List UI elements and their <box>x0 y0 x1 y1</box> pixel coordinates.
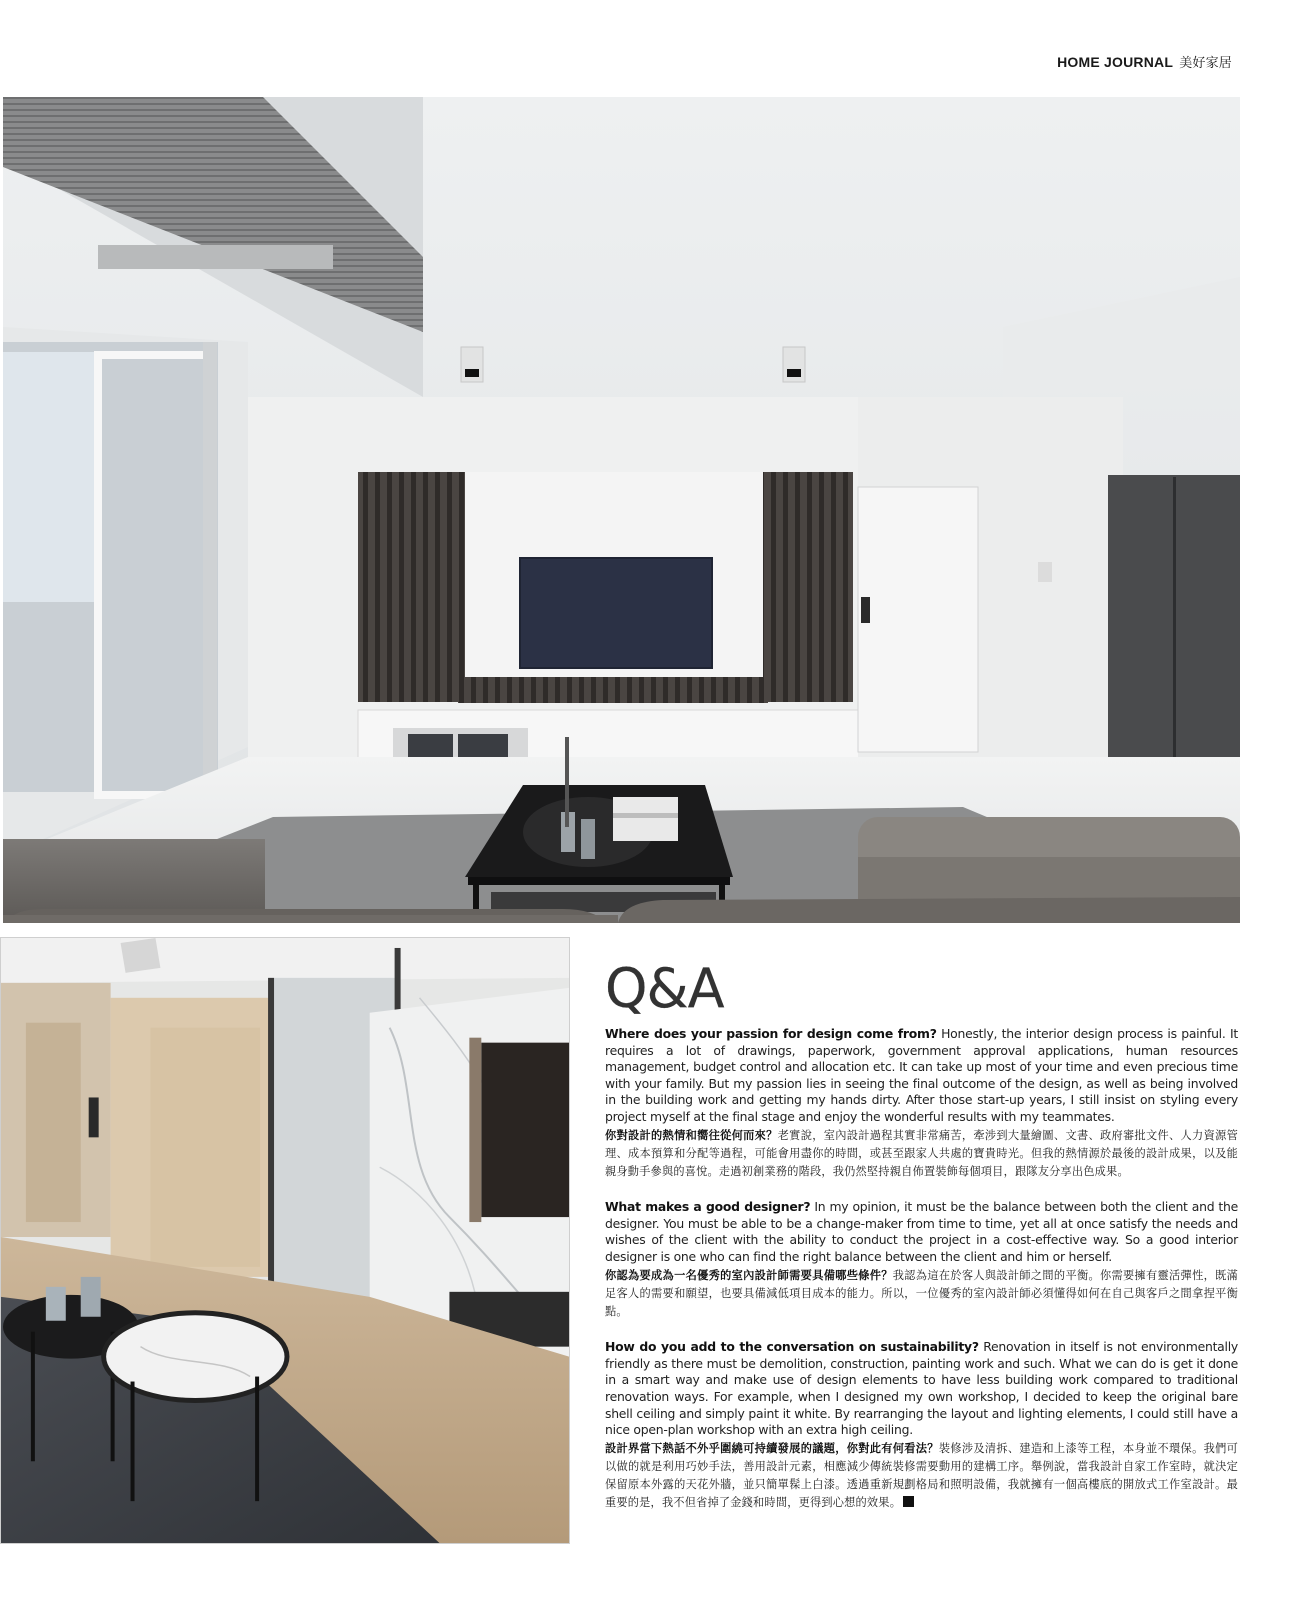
answer-en: Renovation in itself is not environmentally friendly as there must be demolition, construction, painting work and such. What we can do is get it done in a smart way and make use of design elements to have less building work compared to traditional renovation ways. For example, when I designed my own workshop, I decided to keep the original bare shell ceiling and simply paint it white. By rearranging the layout and lighting elements, I could still have a nice open-plan workshop with an extra high ceiling. <box>605 1339 1238 1438</box>
masthead <box>1057 52 1232 71</box>
living-room-photo <box>3 97 1240 923</box>
qa-item <box>605 1026 1238 1181</box>
end-of-article-icon <box>903 1496 914 1507</box>
answer-cn: 我認為這在於客人與設計師之間的平衡。你需要擁有靈活彈性，既滿足客人的需要和願望，也要具備減低項目成本的能力。所以，一位優秀的室內設計師必須懂得如何在自己與客戶之間拿捏平衡點。 <box>605 1268 1238 1318</box>
qa-article <box>605 958 1238 1531</box>
masthead-brand-cn: 美好家居 <box>1179 55 1232 70</box>
question-en: What makes a good designer? <box>605 1199 811 1215</box>
question-cn: 你對設計的熱情和嚮往從何而來？ <box>605 1128 778 1142</box>
answer-en: Honestly, the interior design process is painful. It requires a lot of drawings, paperwork, government approval applications, human resources management, budget control and allocation etc. It can take up most of your time and even precious time with your family. But my passion lies in seeing the final outcome of the design, as well as being involved in the building work and getting my hands dirty. After those start-up years, I still insist on styling every project myself at the final stage and enjoy the wonderful results with my teammates. <box>605 1026 1238 1124</box>
qa-english <box>605 1339 1238 1439</box>
question-cn: 你認為要成為一名優秀的室內設計師需要具備哪些條件？ <box>605 1268 893 1282</box>
masthead-brand: HOME JOURNAL <box>1057 54 1174 70</box>
qa-item <box>605 1339 1238 1512</box>
qa-chinese <box>605 1127 1238 1182</box>
qa-chinese <box>605 1267 1238 1322</box>
qa-english <box>605 1199 1238 1265</box>
answer-en: In my opinion, it must be the balance between both the client and the designer. You must be able to be a change-maker from time to time, yet all at once satisfy the needs and wishes of the client with the ability to conduct the project in a cost-effective way. So a good interior designer is one who can find the right balance between the client and him or herself. <box>605 1199 1238 1264</box>
question-cn: 設計界當下熱話不外乎圍繞可持續發展的議題，你對此有何看法？ <box>605 1441 939 1455</box>
qa-item <box>605 1199 1238 1321</box>
question-en: Where does your passion for design come from? <box>605 1026 937 1041</box>
answer-cn: 裝修涉及清拆、建造和上漆等工程，本身並不環保。我們可以做的就是利用巧妙手法，善用設計元素，相應減少傳統裝修需要動用的建構工序。舉例說，當我設計自家工作室時，就決定保留原本外露的天花外牆，並只簡單髹上白漆。透過重新規劃格局和照明設備，我就擁有一個高樓底的開放式工作室設計。最重要的是，我不但省掉了金錢和時間，更得到心想的效果。 <box>605 1441 1238 1510</box>
marble-wall-photo <box>0 937 570 1544</box>
qa-chinese <box>605 1440 1238 1513</box>
question-en: How do you add to the conversation on sustainability? <box>605 1339 979 1355</box>
qa-english <box>605 1026 1238 1126</box>
answer-cn: 老實說，室內設計過程其實非常痛苦，牽涉到大量繪圖、文書、政府審批文件、人力資源管理、成本預算和分配等過程，可能會用盡你的時間，或甚至跟家人共處的寶貴時光。但我的熱情源於最後的設計成果，以及能親身動手參與的喜悅。走過初創業務的階段，我仍然堅持親自佈置裝飾每個項目，跟隊友分享出色成果。 <box>605 1128 1238 1178</box>
qa-section-title: Q&A <box>605 957 724 1020</box>
